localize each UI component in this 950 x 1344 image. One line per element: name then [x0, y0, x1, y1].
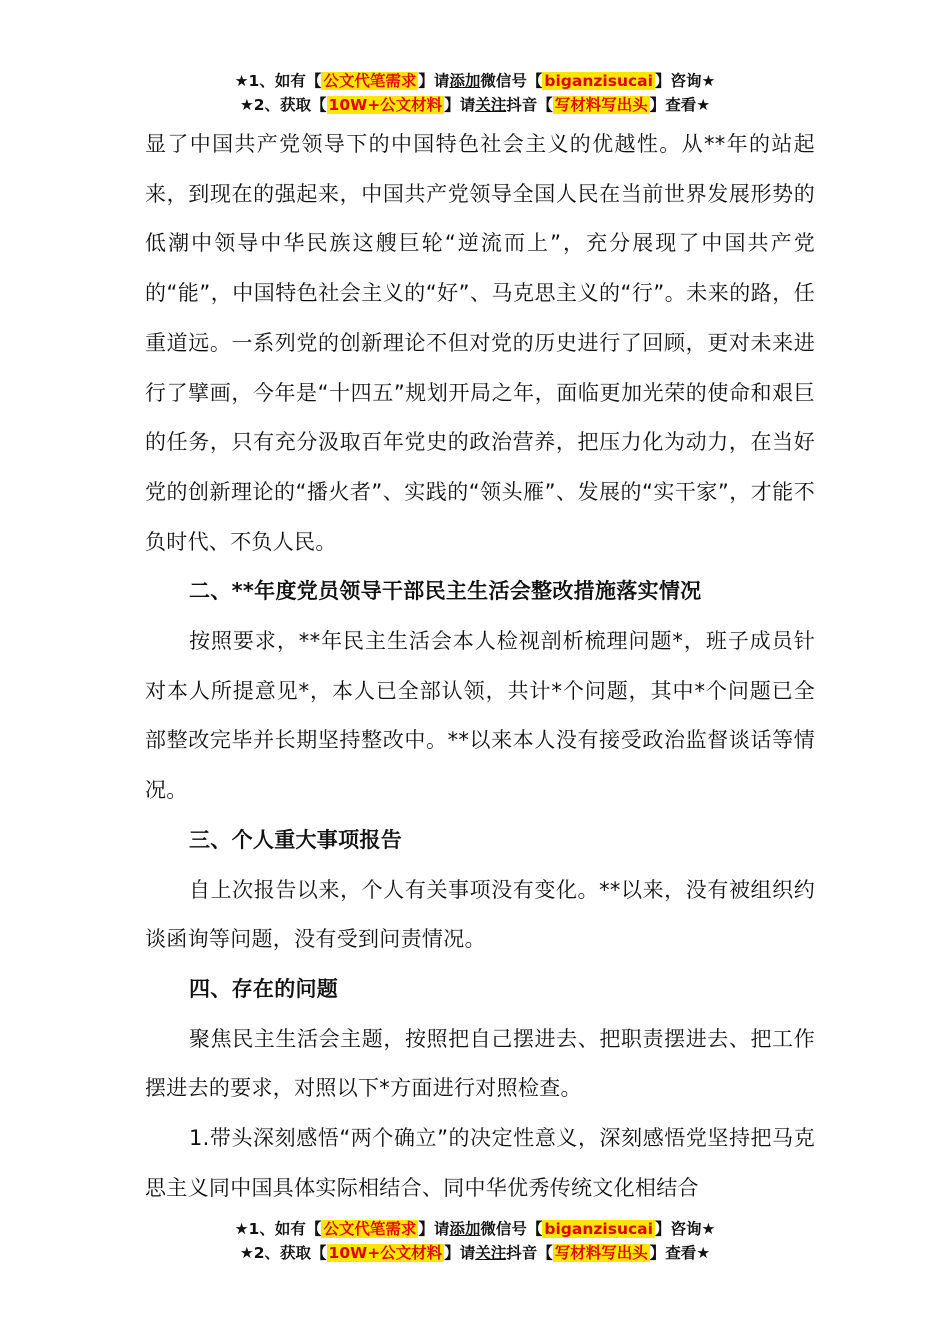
- header-banner: [0, 69, 950, 117]
- banner-douyin-id: 写材料写出头: [554, 96, 648, 114]
- banner-line-2: ★2、获取【 10W+公文材料 】请关注抖音【 写材料写出头 】查看★: [239, 1244, 711, 1262]
- banner-wechat-id: biganzisucai: [544, 72, 653, 90]
- banner-line-1: ★1、如有【 公文代笔需求 】请添加微信号【 biganzisucai 】咨询★: [234, 72, 716, 90]
- banner-highlight: 公文代笔需求: [323, 72, 417, 90]
- paragraph-continuation: 显了中国共产党领导下的中国特色社会主义的优越性。从**年的站起来，到现在的强起来，中国共产党领导全国人民在当前世界发展形势的低潮中领导中华民族这艘巨轮“逆流而上”，充分展现了中国共产党的“能”，中国特色社会主义的“好”、马克思主义的“行”。未来的路，任重道远。一系列党的创新理论不但对党的历史进行了回顾，更对未来进行了擘画，今年是“十四五”规划开局之年，面临更加光荣的使命和艰巨的任务，只有充分汲取百年党史的政治营养，把压力化为动力，在当好党的创新理论的“播火者”、实践的“领头雁”、发展的“实干家”，才能不负时代、不负人民。: [145, 132, 815, 554]
- section-heading-3: 三、个人重大事项报告: [189, 827, 402, 852]
- banner-highlight: 10W+公文材料: [328, 96, 443, 114]
- paragraph-item-1: 1.带头深刻感悟“两个确立”的决定性意义，深刻感悟党坚持把马克思主义同中国具体实际相结合、同中华优秀传统文化相结合: [145, 1126, 815, 1200]
- paragraph-personal-report: 自上次报告以来，个人有关事项没有变化。**以来，没有被组织约谈函询等问题，没有受到问责情况。: [145, 877, 815, 952]
- document-body: [145, 120, 815, 1213]
- section-heading-2: 二、**年度党员领导干部民主生活会整改措施落实情况: [189, 579, 702, 604]
- banner-line-2: ★2、获取【 10W+公文材料 】请关注抖音【 写材料写出头 】查看★: [239, 96, 711, 114]
- paragraph-problems-intro: 聚焦民主生活会主题，按照把自己摆进去、把职责摆进去、把工作摆进去的要求，对照以下*方面进行对照检查。: [145, 1026, 815, 1101]
- footer-banner: [0, 1217, 950, 1265]
- banner-line-1: ★1、如有【 公文代笔需求 】请添加微信号【 biganzisucai 】咨询★: [234, 1220, 716, 1238]
- banner-highlight: 10W+公文材料: [328, 1244, 443, 1262]
- section-heading-4: 四、存在的问题: [189, 976, 339, 1001]
- banner-douyin-id: 写材料写出头: [554, 1244, 648, 1262]
- banner-highlight: 公文代笔需求: [323, 1220, 417, 1238]
- banner-wechat-id: biganzisucai: [544, 1220, 653, 1238]
- paragraph-rectification: 按照要求，**年民主生活会本人检视剖析梳理问题*，班子成员针对本人所提意见*，本人已全部认领，共计*个问题，其中*个问题已全部整改完毕并长期坚持整改中。**以来本人没有接受政治监督谈话等情况。: [145, 629, 815, 803]
